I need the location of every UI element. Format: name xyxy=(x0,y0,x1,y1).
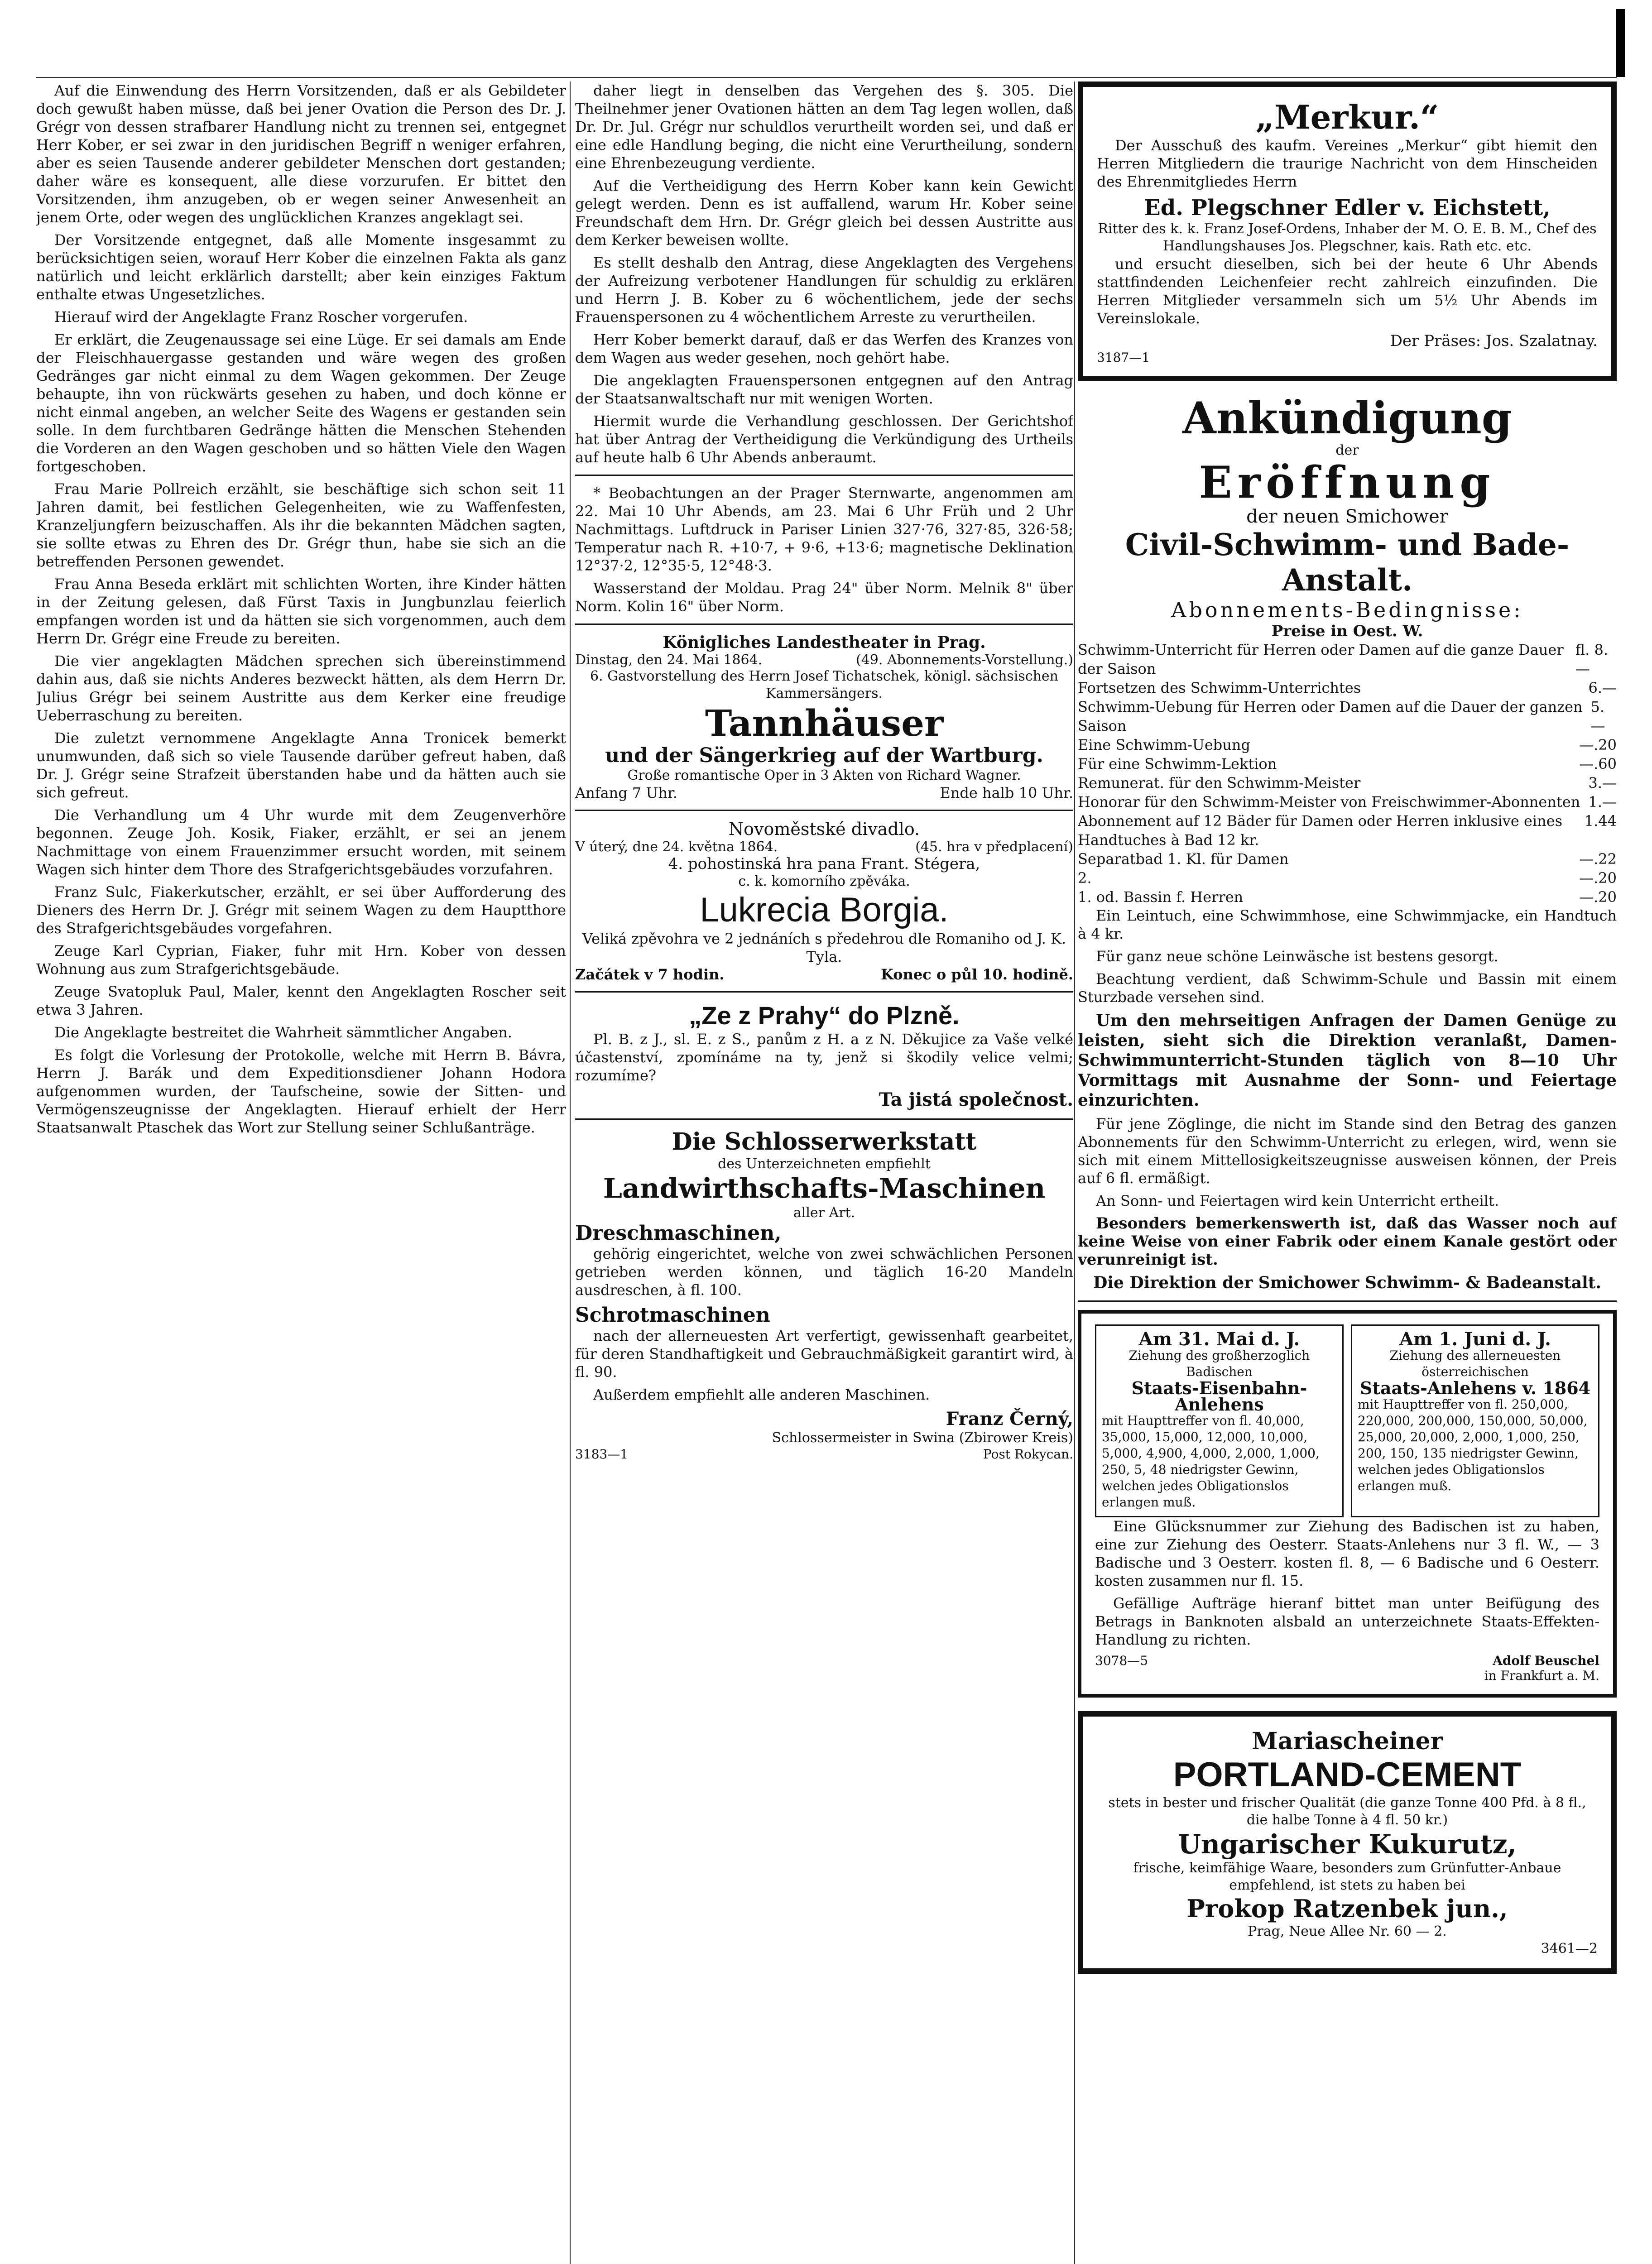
start-time: Anfang 7 Uhr. xyxy=(575,784,677,801)
cement-t4: Ungarischer Kukurutz, xyxy=(1178,1829,1517,1860)
workshop-sign2: Schlossermeister in Swina (Zbirower Kreis) xyxy=(772,1430,1073,1446)
bath-p5: Besonders bemerkenswerth ist, daß das Wasser noch auf keine Weise von einer Fabrik oder einem Kanale gestört oder verunreinigt ist. xyxy=(1078,1214,1617,1269)
merkur-title2: Ritter des k. k. Franz Josef-Ordens, Inhaber der M. O. E. B. M., Chef des Handlungshauses Jos. Plegschner, kais. Rath etc. etc. xyxy=(1098,221,1597,254)
workshop-head: Landwirthschafts-Maschinen xyxy=(603,1173,1046,1204)
lottery-text: Eine Glücksnummer zur Ziehung des Badischen ist zu haben, eine zur Ziehung des Oesterr. Staats-Anlehens nur 3 fl. W., — 3 Badische und 3 Oesterr. kosten fl. 8, — 6 Badische und 6 Oesterr. kosten zusammen nur fl. 15. xyxy=(1095,1518,1599,1589)
bath-h2: Eröffnung xyxy=(1199,457,1496,508)
price-row: Schwimm-Unterricht für Herren oder Damen auf die ganze Dauer der Saison fl. 8.— xyxy=(1078,641,1608,677)
cement-ad xyxy=(1078,1711,1617,1974)
lottery-sign: Adolf Beuschel xyxy=(1493,1653,1599,1668)
bath-p2: Beachtung verdient, daß Schwimm-Schule und Bassin mit einem Sturzbade versehen sind. xyxy=(1078,970,1617,1006)
cement-t5: frische, keimfähige Waare, besonders zum Grünfutter-Anbaue empfehlend, ist stets zu haben bei xyxy=(1133,1860,1561,1893)
lottery-ref: 3078—5 xyxy=(1095,1653,1148,1668)
paragraph: Die Verhandlung um 4 Uhr wurde mit dem Zeugenverhöre begonnen. Zeuge Joh. Kosik, Fiaker, erzählt, er sei an jenem Nachmittage von einem Frauenzimmer ersucht worden, mit seinem Wagen sich hinter dem Thore des Strafgerichtsgebäudes vorzufahren. xyxy=(36,806,566,878)
mills-label: Schrotmaschinen xyxy=(575,1304,770,1327)
theatre-date: Dinstag, den 24. Mai 1864. xyxy=(575,652,763,668)
bath-p4: An Sonn- und Feiertagen wird kein Unterricht ertheilt. xyxy=(1096,1192,1499,1209)
price-row: Remunerat. für den Schwimm-Meister 3.— xyxy=(1078,774,1617,791)
theatre-guest: 6. Gastvorstellung des Herrn Josef Tichatschek, königl. sächsischen Kammersängers. xyxy=(590,668,1059,701)
bath-p1: Für ganz neue schöne Leinwäsche ist bestens gesorgt. xyxy=(1096,948,1498,965)
column-left xyxy=(36,82,566,2264)
column-rule xyxy=(570,82,571,2264)
price-row: Separatbad 1. Kl. für Damen —.22 xyxy=(1078,850,1617,868)
czech-play: Lukrecia Borgia. xyxy=(700,891,949,929)
price-row: Honorar für den Schwimm-Meister von Freischwimmer-Abonnenten 1.— xyxy=(1078,793,1617,811)
cement-t3: stets in bester und frischer Qualität (die ganze Tonne 400 Pfd. à 8 fl., die halbe Tonne à 4 fl. 50 kr.) xyxy=(1108,1795,1586,1828)
czech-date: V úterý, dne 24. května 1864. xyxy=(575,839,778,855)
theatre-number: (49. Abonnements-Vorstellung.) xyxy=(856,652,1073,668)
bath-p3: Für jene Zöglinge, die nicht im Stande sind den Betrag des ganzen Abonnements für den Schwimm-Unterricht zu erlegen, wird, wenn sie sich mit einem Mittellosigkeitszeugnisse ausweisen können, der Preis auf 6 fl. ermäßigt. xyxy=(1078,1115,1617,1187)
paragraph: Die vier angeklagten Mädchen sprechen sich übereinstimmend dahin aus, daß sie nichts Anderes bezweckt hätten, als dem Herrn Dr. Julius Grégr bei seinem Austritte aus dem Kerker eine freudige Ueberraschung zu bereiten. xyxy=(36,652,566,724)
paragraph: Es folgt die Vorlesung der Protokolle, welche mit Herrn B. Bávra, Herrn J. Barák und dem Expeditionsdiener Johann Hodora aufgenommen wurden, der Taufscheine, sowie der Sitten- und Vermögenszeugnisse der Angeklagten. Hierauf erhielt der Herr Staatsanwalt Ptaschek das Wort zur Stellung seiner Schlußanträge. xyxy=(36,1046,566,1136)
bath-ad xyxy=(1078,395,1617,1292)
lottery-ad xyxy=(1078,1310,1617,1698)
bath-h4: Civil-Schwimm- und Bade-Anstalt. xyxy=(1125,527,1570,598)
workshop-extra: Außerdem empfiehlt alle anderen Maschinen. xyxy=(593,1386,930,1403)
merkur-notice xyxy=(1078,82,1617,381)
threshers-label: Dreschmaschinen, xyxy=(575,1222,782,1245)
workshop-ref: 3183—1 xyxy=(575,1447,629,1462)
paragraph: daher liegt in denselben das Vergehen des §. 305. Die Theilnehmer jener Ovationen hätten an dem Tag legen wollen, daß Dr. Dr. Jul. Grégr nur schuldlos verurtheilt worden sei, und daß er eine edle Handlung beging, die nicht eine Verurtheilung, sondern eine Ehrenbezeugung verdiente. xyxy=(575,82,1073,172)
plzen-body: Pl. B. z J., sl. E. z S., panům z H. a z N. Děkujice za Vaše velké účastenství, zpomínáme na ty, jenž si škodily velice velmi; rozumíme? xyxy=(575,1031,1073,1084)
plzen-ad xyxy=(575,1001,1073,1110)
top-rule xyxy=(36,77,1617,78)
paragraph: Die Angeklagte bestreitet die Wahrheit sämmtlicher Angaben. xyxy=(54,1024,512,1041)
workshop-title: Die Schlosserwerkstatt xyxy=(672,1128,977,1156)
cement-t1: Mariascheiner xyxy=(1252,1727,1443,1755)
cement-t6: Prokop Ratzenbek jun., xyxy=(1186,1894,1508,1923)
cement-ref: 3461—2 xyxy=(1541,1941,1598,1957)
czech-theatre-ad xyxy=(575,819,1073,983)
divider xyxy=(575,1118,1073,1120)
price-row: 2. —.20 xyxy=(1078,869,1617,887)
divider xyxy=(575,624,1073,625)
czech-title: Novoměstské divadlo. xyxy=(728,819,920,839)
price-row: 1. od. Bassin f. Herren —.20 xyxy=(1078,888,1617,906)
workshop-ad xyxy=(575,1128,1073,1462)
page-edge-mark xyxy=(1616,9,1625,77)
price-row: Schwimm-Uebung für Herren oder Damen auf die Dauer der ganzen Saison 5.— xyxy=(1078,698,1605,734)
opera-title: Tannhäuser xyxy=(705,702,944,744)
bath-bold: Um den mehrseitigen Anfragen der Damen Genüge zu leisten, sieht sich die Direktion veranlaßt, Damen-Schwimmunterricht-Stunden täglich von 8—10 Uhr Vormittags mit Ausnahme der Sonn- und Feiertage einzurichten. xyxy=(1078,1011,1617,1110)
price-list xyxy=(1078,640,1617,907)
paragraph: Frau Anna Beseda erklärt mit schlichten Worten, ihre Kinder hätten in der Zeitung gelesen, daß Fürst Taxis in Jungbunzlau feierlich empfangen worden ist und da hätten sie sich vorgenommen, auch dem Herrn Dr. Grégr eine Freude zu bereiten. xyxy=(36,576,566,647)
czech-line1: 4. pohostinská hra pana Frant. Stégera, xyxy=(668,855,980,873)
czech-end: Konec o půl 10. hodině. xyxy=(881,966,1073,983)
column-right xyxy=(1078,82,1617,2264)
paragraph: Frau Marie Pollreich erzählt, sie beschäftige sich schon seit 11 Jahren damit, bei festlichen Gelegenheiten, wie zu Waffenfesten, Kranzeljungfern beizuschaffen. Als ihr die bekannten Mädchen sagten, sie sollte etwas zu Ehren des Dr. Grégr thun, habe sie sich an die betreffenden Personen gewendet. xyxy=(36,480,566,570)
merkur-name: Ed. Plegschner Edler v. Eichstett, xyxy=(1144,195,1551,221)
lottery-right: Am 1. Juni d. J. Ziehung des allerneuesten österreichischen Staats-Anlehens v. 1864 mit Haupttreffer von fl. 250,000, 220,000, 200,000, 150,000, 50,000, 25,000, 20,000, 2,000, 1,000, 250, 200, 150, 135 niedrigster Gewinn, welchen jedes Obligationslos erlangen muß. xyxy=(1351,1324,1599,1517)
price-row: Abonnement auf 12 Bäder für Damen oder Herren inklusive eines Handtuches à Bad 12 kr. 1.44 xyxy=(1078,812,1617,849)
price-row: Eine Schwimm-Uebung —.20 xyxy=(1078,736,1617,753)
bath-h5: Abonnements-Bedingnisse: xyxy=(1171,598,1523,622)
divider xyxy=(575,991,1073,993)
merkur-title: „Merkur.“ xyxy=(1255,98,1439,136)
end-time: Ende halb 10 Uhr. xyxy=(940,784,1073,801)
theatre-ad xyxy=(575,633,1073,801)
workshop-aller: aller Art. xyxy=(793,1205,855,1221)
paragraph: Hiermit wurde die Verhandlung geschlossen. Der Gerichtshof hat über Antrag der Vertheidigung die Verkündigung des Urtheils auf heute halb 6 Uhr Abends anberaumt. xyxy=(575,413,1073,466)
column-middle xyxy=(575,82,1073,2264)
paragraph: Hierauf wird der Angeklagte Franz Roscher vorgerufen. xyxy=(54,308,468,326)
merkur-sign: Der Präses: Jos. Szalatnay. xyxy=(1390,332,1598,350)
lottery-left: Am 31. Mai d. J. Ziehung des großherzoglich Badischen Staats-Eisenbahn-Anlehens mit Haupttreffer von fl. 40,000, 35,000, 15,000, 12,000, 10,000, 5,000, 4,900, 4,000, 2,000, 1,000, 250, 5, 48 niedrigster Gewinn, welchen jedes Obligationslos erlangen muß. xyxy=(1095,1324,1344,1517)
observatory-note: * Beobachtungen an der Prager Sternwarte, angenommen am 22. Mai 10 Uhr Abends, am 23. Mai 6 Uhr Früh und 2 Uhr Nachmittags. Luftdruck in Pariser Linien 327·76, 327·85, 326·58; Temperatur nach R. +10·7, + 9·6, +13·6; magnetische Deklination 12°37·2, 12°35·5, 12°48·3. xyxy=(575,484,1073,574)
paragraph: Auf die Vertheidigung des Herrn Kober kann kein Gewicht gelegt werden. Denn es ist auffallend, warum Hr. Kober seine Freundschaft dem Hrn. Dr. Grégr gleich bei dessen Austritte aus dem Kerker beweisen wollte. xyxy=(575,177,1073,249)
plzen-sign: Ta jistá společnost. xyxy=(879,1089,1073,1110)
paragraph: Die angeklagten Frauenspersonen entgegnen auf den Antrag der Staatsanwaltschaft nur mit wenigen Worten. xyxy=(575,372,1073,407)
merkur-ref: 3187—1 xyxy=(1097,350,1150,365)
divider xyxy=(575,810,1073,811)
merkur-text2: und ersucht dieselben, sich bei der heute 6 Uhr Abends stattfindenden Leichenfeier recht zahlreich einzufinden. Die Herren Mitglieder versammeln sich um 5½ Uhr Abends im Vereinslokale. xyxy=(1097,255,1598,327)
workshop-sub: des Unterzeichneten empfiehlt xyxy=(718,1156,931,1172)
column-rule xyxy=(1074,82,1075,2264)
paragraph: Der Vorsitzende entgegnet, daß alle Momente insgesammt zu berücksichtigen seien, worauf Herr Kober die einzelnen Fakta als ganz natürlich und leicht erklärlich darstellt; aber kein einziges Faktum enthalte etwas Ungesetzliches. xyxy=(36,231,566,303)
price-row: Für eine Schwimm-Lektion —.60 xyxy=(1078,755,1617,772)
opera-subtitle: und der Sängerkrieg auf der Wartburg. xyxy=(605,744,1043,767)
opera-description: Große romantische Oper in 3 Akten von Richard Wagner. xyxy=(627,767,1021,783)
czech-line2: c. k. komorního zpěváka. xyxy=(738,873,910,889)
paragraph: Die zuletzt vernommene Angeklagte Anna Tronicek bemerkt unumwunden, daß sich so viele Tausende darüber gefreut haben, daß Dr. J. Grégr seine Strafzeit überstanden habe und da hätten auch sie sich gefreut. xyxy=(36,729,566,801)
cement-t7: Prag, Neue Allee Nr. 60 — 2. xyxy=(1248,1923,1447,1939)
merkur-text: Der Ausschuß des kaufm. Vereines „Merkur“ gibt hiemit den Herren Mitgliedern die traurige Nachricht von dem Hinscheiden des Ehrenmitgliedes Herrn xyxy=(1097,137,1598,190)
paragraph: Er erklärt, die Zeugenaussage sei eine Lüge. Er sei damals am Ende der Fleischhauergasse gestanden und wäre wegen des großen Gedränges gar nicht einmal zu dem Wagen gekommen. Der Zeuge behaupte, ihn von rückwärts gesehen zu haben, und doch könne er nicht einmal angeben, an welcher Seite des Wagens er gestanden sein solle. In dem furchtbaren Gedränge hätten die Menschen Stehenden die Vorderen an den Wagen geschoben und so hätten Viele den Wagen fortgeschoben. xyxy=(36,331,566,475)
theatre-title: Königliches Landestheater in Prag. xyxy=(663,633,986,652)
paragraph: Herr Kober bemerkt darauf, daß er das Werfen des Kranzes von dem Wagen aus weder gesehen, noch gehört habe. xyxy=(575,331,1073,366)
bath-tail: Ein Leintuch, eine Schwimmhose, eine Schwimmjacke, ein Handtuch à 4 kr. xyxy=(1078,907,1617,942)
czech-start: Začátek v 7 hodin. xyxy=(575,966,725,983)
paragraph: Zeuge Karl Cyprian, Fiaker, fuhr mit Hrn. Kober von dessen Wohnung aus zum Strafgerichtsgebäude. xyxy=(36,942,566,978)
divider xyxy=(575,475,1073,476)
price-row: Fortsetzen des Schwimm-Unterrichtes 6.— xyxy=(1078,679,1617,696)
paragraph: Zeuge Svatopluk Paul, Maler, kennt den Angeklagten Roscher seit etwa 3 Jahren. xyxy=(36,983,566,1018)
lottery-sign2: in Frankfurt a. M. xyxy=(1484,1668,1599,1683)
bath-sign: Die Direktion der Smichower Schwimm- & Badeanstalt. xyxy=(1093,1273,1601,1292)
water-level: Wasserstand der Moldau. Prag 24" über Norm. Melnik 8" über Norm. Kolin 16" über Norm. xyxy=(575,580,1073,615)
bath-h1: Ankündigung xyxy=(1182,393,1512,444)
workshop-sign: Franz Černý, xyxy=(946,1408,1073,1429)
cement-t2: PORTLAND-CEMENT xyxy=(1173,1756,1522,1794)
lottery-text2: Gefällige Aufträge hieranf bittet man unter Beifügung des Betrags in Banknoten alsbald an unterzeichnete Staats-Effekten-Handlung zu richten. xyxy=(1095,1595,1599,1648)
bath-der: der xyxy=(1335,442,1359,458)
plzen-title: „Ze z Prahy“ do Plzně. xyxy=(689,1001,960,1030)
mills-text: nach der allerneuesten Art verfertigt, gewissenhaft gearbeitet, für deren Standhaftigkeit und Gebrauchmäßigkeit garantirt wird, à fl. 90. xyxy=(575,1327,1073,1381)
divider xyxy=(1078,1300,1617,1302)
bath-h3: der neuen Smichower xyxy=(1246,506,1448,527)
workshop-post: Post Rokycan. xyxy=(983,1447,1073,1462)
bath-h6: Preise in Oest. W. xyxy=(1271,622,1423,640)
czech-desc: Veliká zpěvohra ve 2 jednáních s předehrou dle Romaniho od J. K. Tyla. xyxy=(582,930,1066,965)
paragraph: Es stellt deshalb den Antrag, diese Angeklagten des Vergehens der Aufreizung verbotener Handlungen für schuldig zu erklären und Herrn J. B. Kober zu 6 wöchentlichem, jede der sechs Frauenspersonen zu 4 wöchentlichem Arreste zu verurtheilen. xyxy=(575,254,1073,326)
paragraph: Auf die Einwendung des Herrn Vorsitzenden, daß er als Gebildeter doch gewußt haben müsse, daß bei jener Ovation die Person des Dr. J. Grégr von dessen strafbarer Handlung nicht zu trennen sei, entgegnet Herr Kober, er sei zwar in den juridischen Begriff n weniger erfahren, aber es seien Tausende anderer gebildeter Menschen dort gestanden; daher wäre es konsequent, alle diese vorzurufen. Er bittet den Vorsitzenden, ihm anzugeben, ob er wegen seiner Anwesenheit an jenem Orte, oder wegen des unglücklichen Kranzes angeklagt sei. xyxy=(36,82,566,226)
czech-note: (45. hra v předplacení) xyxy=(915,839,1073,855)
threshers-text: gehörig eingerichtet, welche von zwei schwächlichen Personen getrieben werden können, und täglich 16-20 Mandeln ausdreschen, à fl. 100. xyxy=(575,1245,1073,1299)
paragraph: Franz Sulc, Fiakerkutscher, erzählt, er sei über Aufforderung des Dieners des Herrn Dr. J. Grégr mit seinem Wagen zu dem Hauptthore des Strafgerichtsgebäudes vorgefahren. xyxy=(36,883,566,937)
